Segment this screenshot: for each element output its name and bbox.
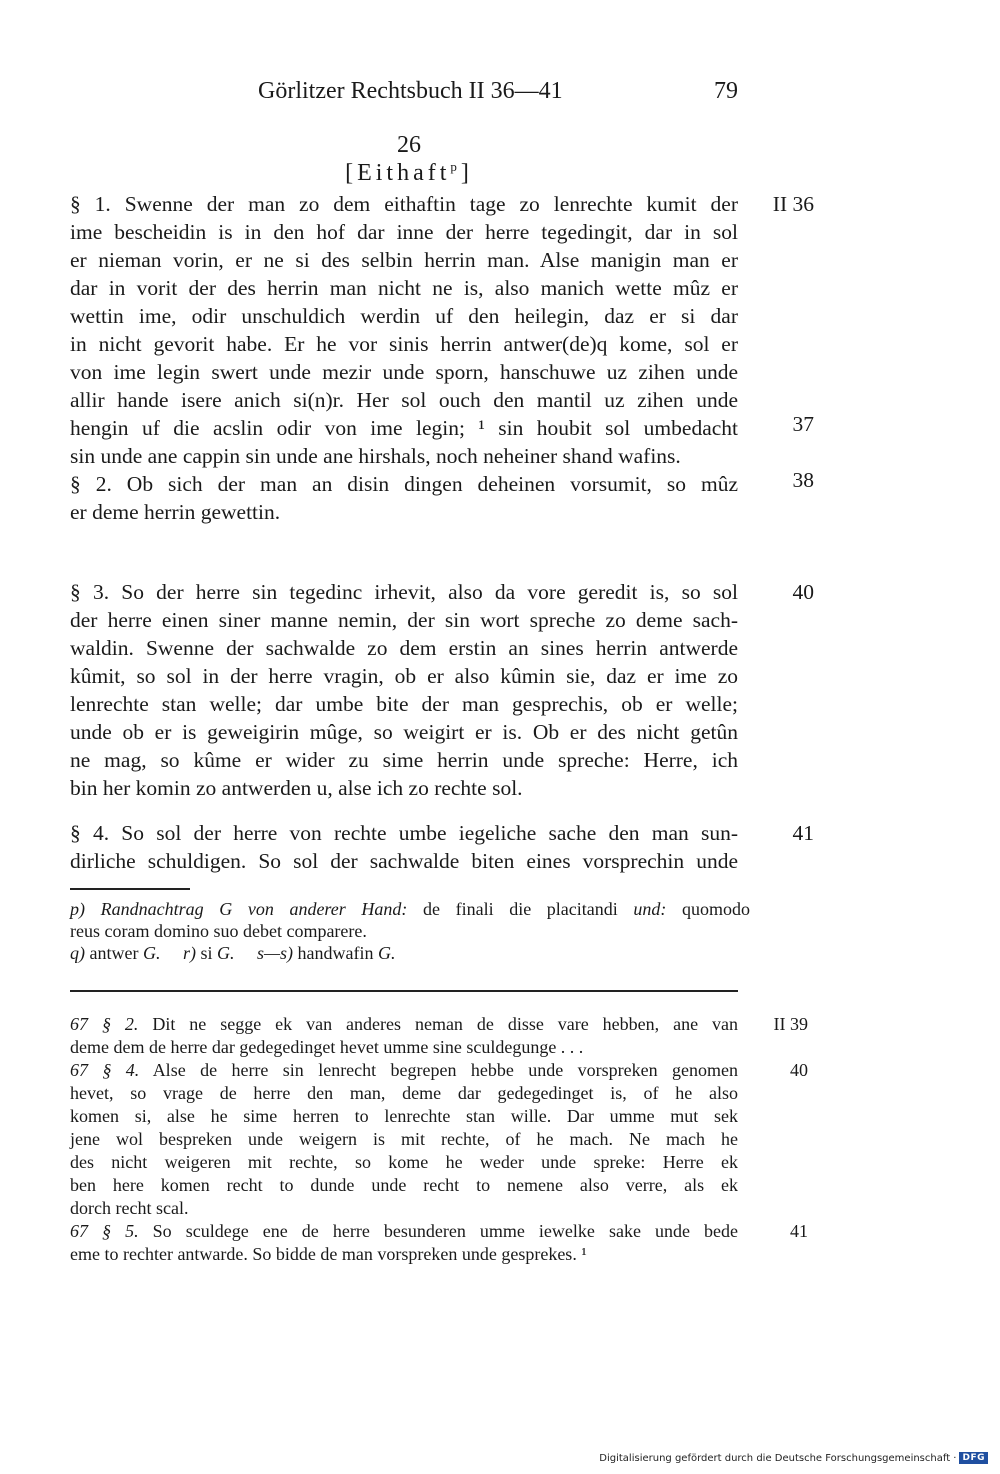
text-line: sin unde ane cappin sin unde ane hirshals, noch neheiner shand wafins. bbox=[70, 444, 681, 468]
text-line: er deme herrin gewettin. bbox=[70, 500, 281, 524]
text-line: in nicht gevorit habe. Er he vor sinis herrin antwer(de)q kome, sol er bbox=[70, 332, 738, 356]
text-line: er nieman vorin, er ne si des selbin herrin man. Alse manigin man er bbox=[70, 248, 738, 272]
parallel-line: des nicht weigeren mit rechte, so kome he weder unde spreke: Herre ek bbox=[70, 1152, 738, 1172]
section-number: 26 bbox=[397, 132, 421, 158]
parallel-line: dorch recht scal. bbox=[70, 1198, 189, 1218]
dfg-logo: DFG bbox=[959, 1452, 988, 1464]
paragraph-4 bbox=[70, 819, 738, 875]
parallel-margin-number: 41 bbox=[790, 1221, 808, 1241]
parallel-text-rule bbox=[70, 990, 738, 992]
parallel-line: jene wol bespreken unde weigern is mit rechte, of he mach. Ne mach he bbox=[70, 1129, 738, 1149]
parallel-line: 67 § 4. Alse de herre sin lenrecht begrepen hebbe unde vorspreken genomen bbox=[70, 1060, 738, 1080]
paragraph-3 bbox=[70, 578, 738, 802]
page-number: 79 bbox=[714, 78, 738, 104]
text-line: der herre einen siner manne nemin, der sin wort spreche zo deme sach- bbox=[70, 608, 738, 632]
running-header-title: Görlitzer Rechtsbuch II 36—41 bbox=[258, 78, 563, 104]
parallel-margin-number: 40 bbox=[790, 1060, 808, 1080]
parallel-line: komen si, alse he sime herren to lenrechte stan wille. Dar umme mut sek bbox=[70, 1106, 738, 1126]
parallel-line: 67 § 5. So sculdege ene de herre besunderen umme iewelke sake unde bede bbox=[70, 1221, 739, 1241]
parallel-line: ben here komen recht to dunde unde recht to nemene also verre, als ek bbox=[70, 1175, 738, 1195]
margin-number: 38 bbox=[792, 468, 814, 492]
paragraph-1 bbox=[70, 190, 738, 526]
footnote-q-r-s: q) antwer G. r) si G. s—s) handwafin G. bbox=[70, 943, 396, 963]
margin-number: 40 bbox=[792, 580, 814, 604]
text-line: § 2. Ob sich der man an disin dingen deheinen vorsumit, so mûz bbox=[70, 472, 738, 496]
margin-number: 37 bbox=[792, 412, 814, 436]
text-line: unde ob er is geweigirin mûge, so weigirt er is. Ob er des nicht getûn bbox=[70, 720, 738, 744]
text-line: ime bescheidin is in den hof dar inne der herre tegedingit, dar in sol bbox=[70, 220, 738, 244]
text-line: lenrechte stan welle; dar umbe bite der man gesprechis, ob er welle; bbox=[70, 692, 738, 716]
text-line: bin her komin zo antwerden u, alse ich zo rechte sol. bbox=[70, 776, 523, 800]
text-line: kûmit, so sol in der herre vragin, ob er also kûmin sie, daz er ime zo bbox=[70, 664, 738, 688]
parallel-margin-number: II 39 bbox=[773, 1014, 808, 1034]
text-line: dirliche schuldigen. So sol der sachwalde biten eines vorsprechin unde bbox=[70, 849, 738, 873]
parallel-line: deme dem de herre dar gedegedinget hevet umme sine sculdegunge . . . bbox=[70, 1037, 584, 1057]
footer-text: Digitalisierung gefördert durch die Deutsche Forschungsgemeinschaft · bbox=[599, 1452, 957, 1464]
parallel-line: eme to rechter antwarde. So bidde de man vorspreken unde gesprekes. ¹ bbox=[70, 1244, 587, 1264]
footnote-p-continued: reus coram domino suo debet comparere. bbox=[70, 921, 367, 941]
text-line: von ime legin swert unde mezir unde sporn, hanschuwe uz zihen unde bbox=[70, 360, 738, 384]
margin-number: 41 bbox=[792, 821, 814, 845]
text-line: dar in vorit der des herrin man nicht ne is, also manich wette mûz er bbox=[70, 276, 738, 300]
text-line: § 4. So sol der herre von rechte umbe iegeliche sache den man sun- bbox=[70, 821, 738, 845]
dfg-footer bbox=[599, 1452, 988, 1464]
section-title: [Eithaft$^p$] bbox=[345, 159, 473, 186]
parallel-block-3 bbox=[70, 1220, 738, 1266]
parallel-block-1 bbox=[70, 1013, 738, 1059]
footnote-p: p) Randnachtrag G von anderer Hand: de finali die placitandi und: quomodo bbox=[70, 899, 751, 919]
text-line: wettin ime, odir unschuldich werdin uf den heilegin, daz er si dar bbox=[70, 304, 738, 328]
text-line: § 1. Swenne der man zo dem eithaftin tage zo lenrechte kumit der bbox=[70, 192, 738, 216]
parallel-block-2 bbox=[70, 1059, 738, 1220]
margin-number: II 36 bbox=[772, 192, 814, 216]
text-line: ne mag, so kûme er wider zu sime herrin unde spreche: Herre, ich bbox=[70, 748, 738, 772]
text-line: § 3. So der herre sin tegedinc irhevit, also da vore geredit is, so sol bbox=[70, 580, 738, 604]
footnotes bbox=[70, 898, 750, 964]
text-line: allir hande isere anich si(n)r. Her sol ouch den mantil uz zihen unde bbox=[70, 388, 738, 412]
parallel-line: hevet, so vrage de herre den man, deme dar gedegedinget is, of he also bbox=[70, 1083, 738, 1103]
text-line: hengin uf die acslin odir von ime legin; ¹ sin houbit sol umbedacht bbox=[70, 416, 738, 440]
footnote-rule bbox=[70, 888, 190, 890]
text-line: waldin. Swenne der sachwalde zo dem erstin an sines herrin antwerde bbox=[70, 636, 738, 660]
parallel-line: 67 § 2. Dit ne segge ek van anderes neman de disse vare hebben, ane van bbox=[70, 1014, 739, 1034]
